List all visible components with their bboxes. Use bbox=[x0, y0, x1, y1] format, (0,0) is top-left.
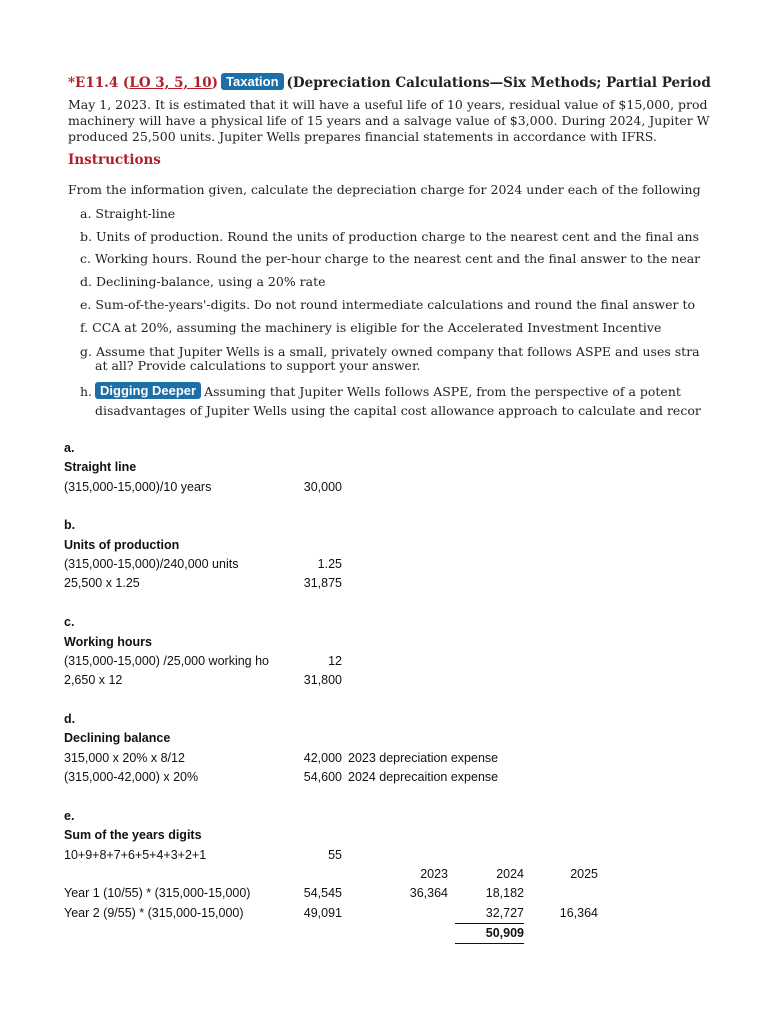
digging-deeper-badge: Digging Deeper bbox=[95, 382, 201, 399]
solution-b-rate-formula: (315,000-15,000)/240,000 units bbox=[64, 557, 239, 571]
column-header-2023: 2023 bbox=[420, 867, 448, 881]
solution-c-label: c. bbox=[64, 615, 75, 629]
solution-e-year1-2023: 36,364 bbox=[409, 886, 448, 900]
solution-e-year2-label: Year 2 (9/55) * (315,000-15,000) bbox=[64, 906, 244, 920]
solution-e-year1-2024: 18,182 bbox=[485, 886, 524, 900]
instruction-item-b: b. Units of production. Round the units of production charge to the nearest cent and the final ans bbox=[80, 229, 700, 244]
solution-c-rate: 12 bbox=[328, 654, 342, 668]
column-header-2024: 2024 bbox=[496, 867, 524, 881]
solution-b-label: b. bbox=[64, 518, 76, 532]
solution-e-year1-total: 54,545 bbox=[303, 886, 342, 900]
solution-e-year2-2025: 16,364 bbox=[559, 906, 598, 920]
solution-c-expense: 31,800 bbox=[303, 673, 342, 687]
solution-b-heading: Units of production bbox=[64, 538, 180, 552]
instruction-item-g-continued: at all? Provide calculations to support your answer. bbox=[95, 358, 421, 373]
solution-a-formula: (315,000-15,000)/10 years bbox=[64, 480, 212, 494]
solution-d-2023-note: 2023 depreciation expense bbox=[348, 751, 499, 765]
solution-d-heading: Declining balance bbox=[64, 731, 171, 745]
taxation-badge: Taxation bbox=[221, 73, 284, 90]
sum-double-underline bbox=[455, 943, 524, 944]
solution-b-rate: 1.25 bbox=[317, 557, 342, 571]
solution-e-sum-value: 55 bbox=[328, 848, 342, 862]
exercise-code: *E11.4 (LO 3, 5, 10) bbox=[68, 75, 219, 91]
exercise-body-line-2: machinery will have a physical life of 15 years and a salvage value of $3,000. During 2024, Jupiter W bbox=[68, 113, 710, 128]
instructions-intro: From the information given, calculate the depreciation charge for 2024 under each of the following bbox=[68, 182, 701, 197]
instruction-item-c: c. Working hours. Round the per-hour charge to the nearest cent and the final answer to the near bbox=[80, 251, 701, 266]
solution-e-year2-total: 49,091 bbox=[303, 906, 342, 920]
instruction-item-e: e. Sum-of-the-years'-digits. Do not round intermediate calculations and round the final answer to bbox=[80, 297, 695, 312]
solution-e-sum-formula: 10+9+8+7+6+5+4+3+2+1 bbox=[64, 848, 207, 862]
solution-c-rate-formula: (315,000-15,000) /25,000 working ho bbox=[64, 654, 270, 668]
solution-c-expense-formula: 2,650 x 12 bbox=[64, 673, 123, 687]
solution-e-year2-2024: 32,727 bbox=[485, 906, 524, 920]
solution-b-expense-formula: 25,500 x 1.25 bbox=[64, 576, 140, 590]
instruction-item-d: d. Declining-balance, using a 20% rate bbox=[80, 274, 326, 289]
exercise-body-line-3: produced 25,500 units. Jupiter Wells prepares financial statements in accordance with IFRS. bbox=[68, 129, 657, 144]
solution-d-label: d. bbox=[64, 712, 76, 726]
exercise-body-line-1: May 1, 2023. It is estimated that it will have a useful life of 10 years, residual value of $15,000, prod bbox=[68, 97, 708, 112]
solution-e-year1-label: Year 1 (10/55) * (315,000-15,000) bbox=[64, 886, 251, 900]
exercise-title: (Depreciation Calculations—Six Methods; Partial Period bbox=[286, 75, 711, 91]
solution-d-2023-formula: 315,000 x 20% x 8/12 bbox=[64, 751, 185, 765]
column-header-2025: 2025 bbox=[570, 867, 598, 881]
solution-d-2024-note: 2024 deprecaition expense bbox=[348, 770, 499, 784]
solution-d-2023-value: 42,000 bbox=[303, 751, 342, 765]
instruction-item-a: a. Straight-line bbox=[80, 206, 176, 221]
sum-underline bbox=[455, 923, 524, 924]
instructions-heading: Instructions bbox=[68, 152, 161, 168]
learning-objective-link[interactable]: LO 3, 5, 10 bbox=[129, 75, 212, 91]
solution-d-2024-value: 54,600 bbox=[303, 770, 342, 784]
instruction-item-h-continued: disadvantages of Jupiter Wells using the capital cost allowance approach to calculate and recor bbox=[95, 403, 701, 418]
solution-e-label: e. bbox=[64, 809, 75, 823]
solution-c-heading: Working hours bbox=[64, 635, 152, 649]
instruction-item-f: f. CCA at 20%, assuming the machinery is eligible for the Accelerated Investment Incentive bbox=[80, 320, 662, 335]
solution-a-value: 30,000 bbox=[303, 480, 342, 494]
solution-e-heading: Sum of the years digits bbox=[64, 828, 202, 842]
exercise-header bbox=[68, 73, 711, 91]
instruction-item-g: g. Assume that Jupiter Wells is a small, privately owned company that follows ASPE and uses stra bbox=[80, 344, 700, 359]
solution-d-2024-formula: (315,000-42,000) x 20% bbox=[64, 770, 199, 784]
instruction-item-h: h. Digging Deeper Assuming that Jupiter Wells follows ASPE, from the perspective of a potent bbox=[80, 383, 681, 399]
solution-a-label: a. bbox=[64, 441, 75, 455]
solution-e-2024-total: 50,909 bbox=[485, 926, 524, 940]
solution-a-heading: Straight line bbox=[64, 460, 137, 474]
solution-b-expense: 31,875 bbox=[303, 576, 342, 590]
